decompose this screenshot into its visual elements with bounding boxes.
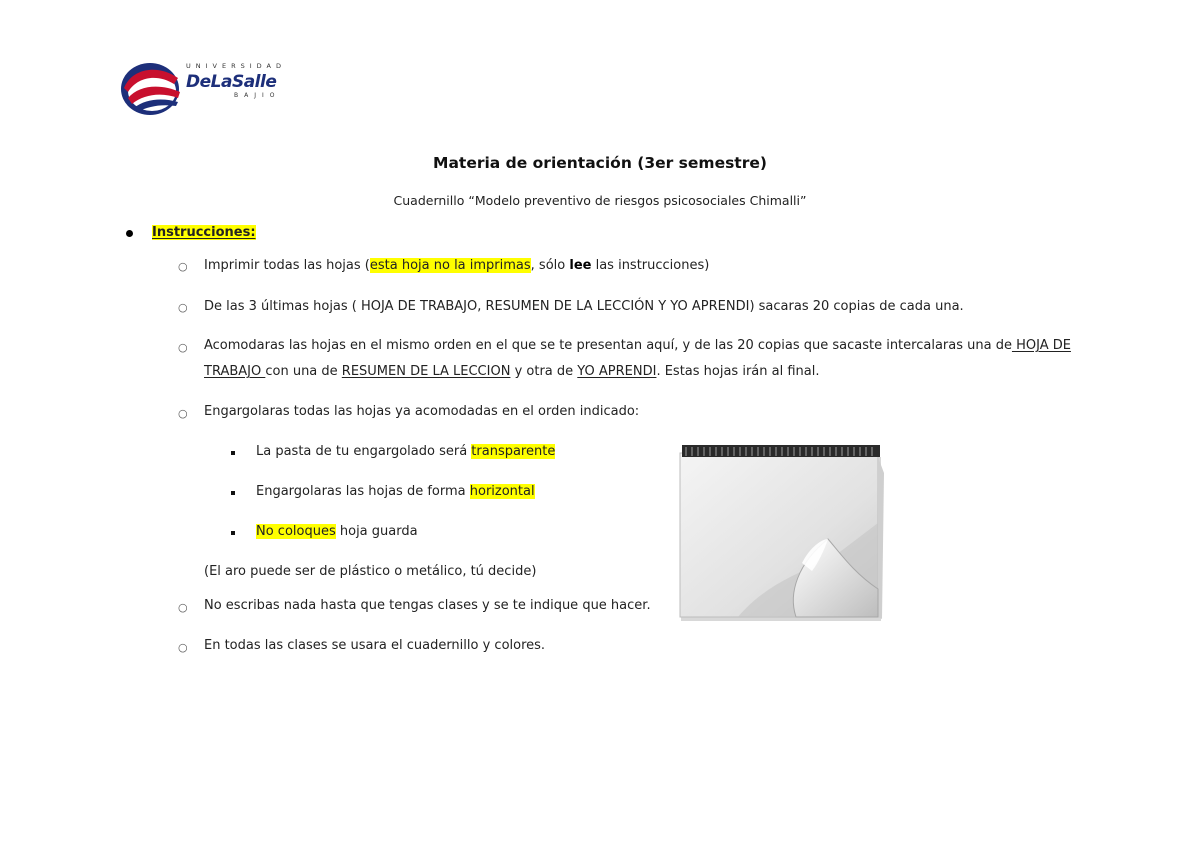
item1-highlight: esta hoja no la imprimas [369, 258, 531, 273]
item1-bold: lee [569, 258, 592, 273]
sub3-highlight: No coloques [256, 524, 336, 539]
sub1-highlight: transparente [471, 444, 556, 459]
sub-list-item [256, 444, 555, 459]
list-item: No escribas nada hasta que tengas clases y se te indique que hacer. [204, 598, 651, 613]
circle-bullet-icon: ○ [178, 641, 188, 654]
spiral-binder-image [678, 443, 888, 623]
circle-bullet-icon: ○ [178, 301, 188, 314]
logo-swoosh-icon [118, 58, 188, 120]
item1-text-c: las instrucciones) [591, 258, 710, 273]
circle-bullet-icon: ○ [178, 601, 188, 614]
list-item: En todas las clases se usara el cuadernillo y colores. [204, 638, 546, 653]
item3-underline-2: RESUMEN DE LA LECCION [341, 364, 511, 379]
sub-list-item [256, 484, 535, 499]
item1-text-b: , sólo [530, 258, 570, 273]
section-heading [152, 225, 256, 240]
square-bullet-icon [231, 451, 235, 455]
item3-text-c: y otra de [510, 364, 578, 379]
logo-text [186, 62, 286, 99]
square-bullet-icon [231, 491, 235, 495]
section-heading-text: Instrucciones: [152, 225, 256, 240]
list-item-continuation [204, 364, 819, 379]
sub3-text: hoja guarda [335, 524, 418, 539]
item3-underline-1b: TRABAJO [204, 364, 266, 379]
page-title: Materia de orientación (3er semestre) [433, 154, 767, 172]
list-item: Engargolaras todas las hojas ya acomodadas en el orden indicado: [204, 404, 640, 419]
item3-text-b: con una de [265, 364, 342, 379]
university-logo [118, 58, 293, 120]
circle-bullet-icon: ○ [178, 260, 188, 273]
item3-underline-1: HOJA DE [1011, 338, 1071, 353]
sub1-text: La pasta de tu engargolado será [256, 444, 472, 459]
item1-text-a: Imprimir todas las hojas ( [204, 258, 370, 273]
sub2-text: Engargolaras las hojas de forma [256, 484, 470, 499]
note-text: (El aro puede ser de plástico o metálico, tú decide) [204, 564, 537, 579]
list-item [204, 338, 1071, 353]
item3-text-d: . Estas hojas irán al final. [656, 364, 820, 379]
sub2-highlight: horizontal [469, 484, 535, 499]
page-subtitle: Cuadernillo “Modelo preventivo de riesgos psicosociales Chimalli” [393, 193, 807, 208]
transparent-binder-icon [678, 443, 888, 623]
sub-list-item [256, 524, 418, 539]
logo-brand-name: DeLaSalle [186, 72, 277, 92]
item3-underline-3: YO APRENDI [577, 364, 657, 379]
circle-bullet-icon: ○ [178, 407, 188, 420]
list-item: De las 3 últimas hojas ( HOJA DE TRABAJO, RESUMEN DE LA LECCIÓN Y YO APRENDI) sacaras 20 copias de cada una. [204, 299, 964, 314]
section-bullet-icon [126, 230, 133, 237]
list-item [204, 258, 709, 273]
item3-text-a: Acomodaras las hojas en el mismo orden en el que se te presentan aquí, y de las 20 copias que sacaste intercalaras una de [204, 338, 1012, 353]
logo-university-label: UNIVERSIDAD [186, 62, 286, 70]
circle-bullet-icon: ○ [178, 341, 188, 354]
square-bullet-icon [231, 531, 235, 535]
logo-campus-label: BAJIO [234, 92, 281, 99]
